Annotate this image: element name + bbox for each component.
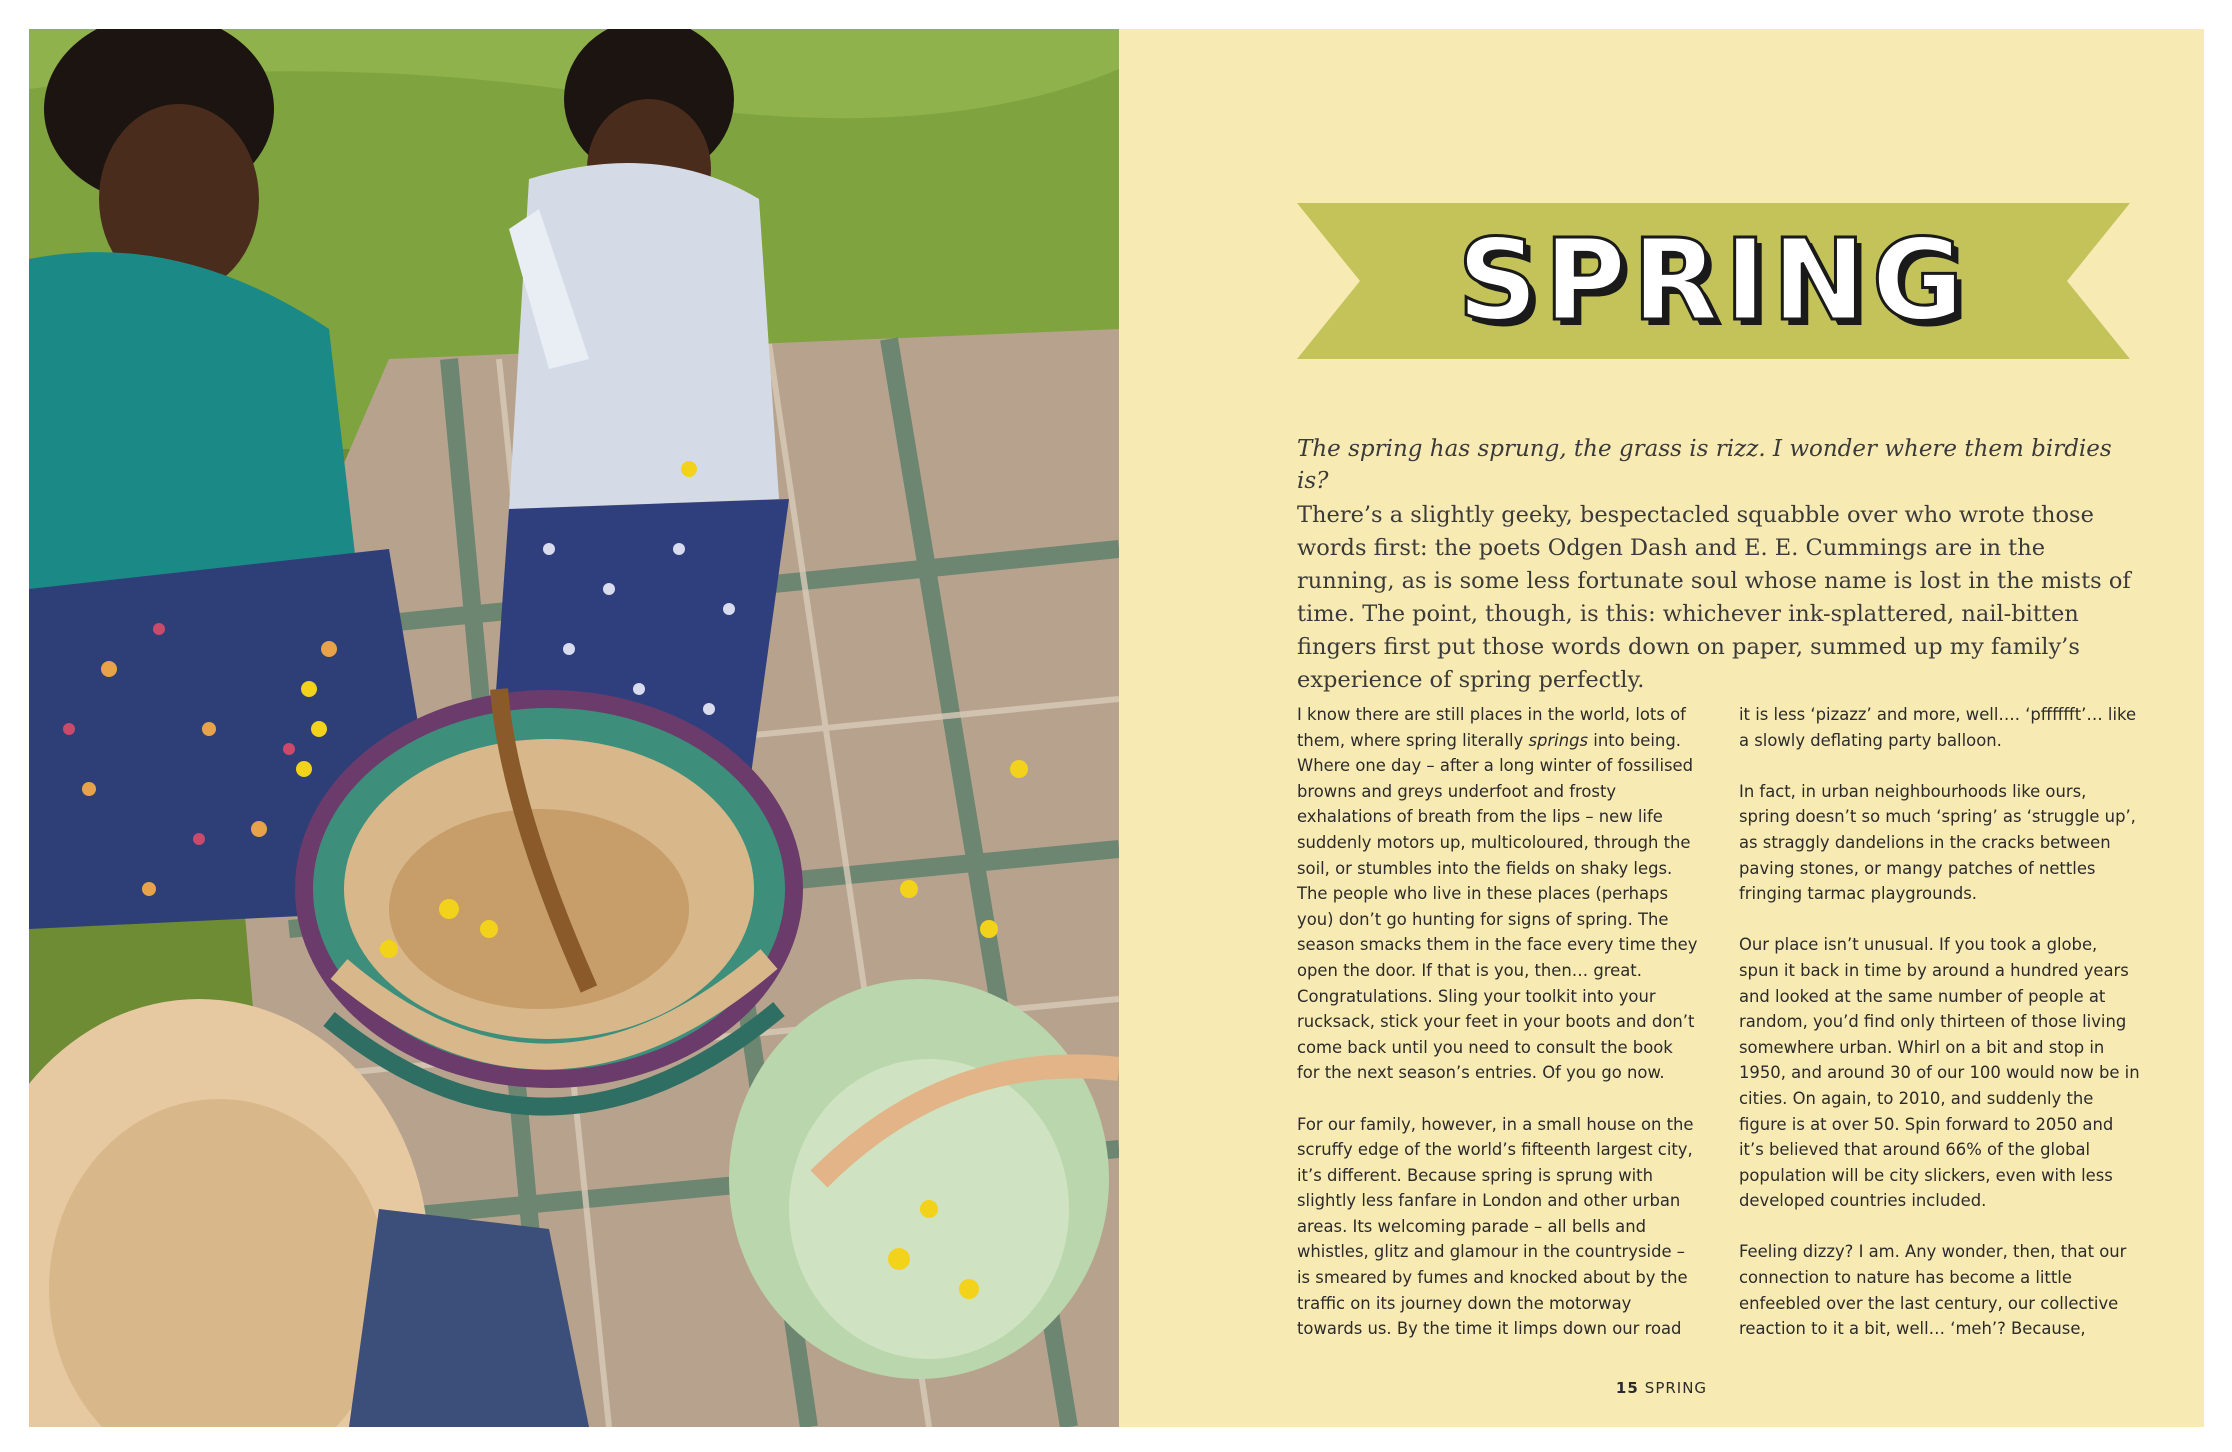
page-number: 15 [1615,1379,1639,1397]
text-page [1119,29,2204,1427]
body-paragraph: it is less ‘pizazz’ and more, well…. ‘pfffffft’… like a slowly deflating party balloon. [1739,705,2137,750]
photo-illustration [29,29,1119,1427]
body-paragraph: In fact, in urban neighbourhoods like ours, spring doesn’t so much ‘spring’ as ‘struggle up’, as straggly dandelions in the cracks between paving stones, or mangy patches of nettles fringing tarmac playgrounds. [1739,781,2136,904]
body-text: I know there are still places in the world, lots of them, where spring literally [1297,705,1686,750]
body-paragraph [1297,702,1699,1086]
epigraph: The spring has sprung, the grass is rizz. I wonder where them birdies is? [1297,436,2112,494]
running-section-title: SPRING [1644,1379,1708,1397]
body-paragraph: For our family, however, in a small house on the scruffy edge of the world’s fifteenth largest city, it’s different. Because spring is sprung with slightly less fanfare in London and other urban areas. Its welcoming parade – all bells and whistles, glitz and glamour in the countryside – is smeared by fumes and knocked about by the traffic on its journey down the motorway towards us. By the time it limps down our road [1297,1114,1694,1339]
body-column-left [1297,702,1699,1367]
chapter-title: SPRING [1457,216,1970,346]
body-column-right [1739,702,2141,1367]
cover-photo [29,29,1119,1427]
body-text: into being. Where one day – after a long winter of fossilised browns and greys underfoot and frosty exhalations of breath from the lips – new life suddenly motors up, multicoloured, through the soil, or stumbles into the fields on shaky legs. The people who live in these places (perhaps you) don’t go hunting for signs of spring. The season smacks them in the face every time they open the door. If that is you, then… great. Congratulations. Sling your toolkit into your rucksack, stick your feet in your boots and don’t come back until you need to consult the book for the next season’s entries. Of you go now. [1297,730,1698,1083]
body-emphasis: springs [1528,730,1589,750]
lead-paragraph: There’s a slightly geeky, bespectacled squabble over who wrote those words first: the poets Odgen Dash and E. E. Cummings are in the running, as is some less fortunate soul whose name is lost in the mists of time. The point, though, is this: whichever ink-splattered, nail-bitten fingers first put those words down on paper, summed up my family’s experience of spring perfectly. [1297,502,2131,693]
body-paragraph: Our place isn’t unusual. If you took a globe, spun it back in time by around a hundred years and looked at the same number of people at random, you’d find only thirteen of those living somewhere urban. Whirl on a bit and stop in 1950, and around 30 of our 100 would now be in cities. On again, to 2010, and suddenly the figure is at over 50. Spin forward to 2050 and it’s believed that around 66% of the global population will be city slickers, even with less developed countries included. [1739,935,2140,1211]
body-paragraph: Feeling dizzy? I am. Any wonder, then, that our connection to nature has become a little enfeebled over the last century, our collective reaction to it a bit, well… ‘meh’? Because, [1739,1242,2127,1339]
page-folio [1119,1379,2204,1397]
chapter-banner [1297,203,2130,359]
